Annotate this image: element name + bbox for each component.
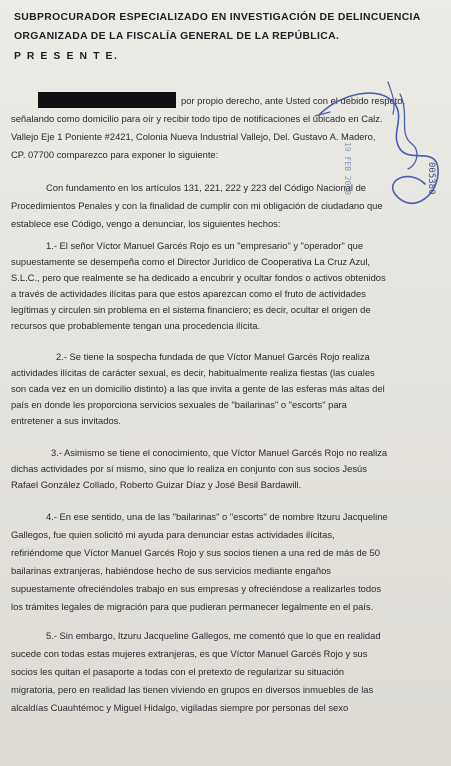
hecho-line: son cada vez en un domicilio distinto) a las que invita a gente de las esferas más altas del <box>11 383 385 394</box>
hecho-line: legítimas y circulen sin problema en el sistema financiero; es decir, ocultar el origen de <box>11 304 371 315</box>
hecho-line: bailarinas extranjeras, habiéndose hecho de sus servicios mediante engaños <box>11 565 331 576</box>
hecho-line: refiriéndome que Víctor Manuel Garcés Rojo y sus socios tienen a una red de más de 50 <box>11 547 380 558</box>
hecho-line: supuestamente se desempeña como el Director Jurídico de Cooperativa La Cruz Azul, <box>11 256 371 267</box>
hecho-line: Rafael González Collado, Roberto Guizar Díaz y José Besil Bardawill. <box>11 479 302 490</box>
fundamento-line: establece ese Código, vengo a denunciar, los siguientes hechos: <box>11 218 281 229</box>
handwritten-signature-icon <box>300 74 451 234</box>
fundamento-line: Procedimientos Penales y con la finalidad de cumplir con mi obligación de ciudadano que <box>11 200 383 211</box>
hecho-line: 1.- El señor Víctor Manuel Garcés Rojo es un "empresario" y "operador" que <box>46 240 364 251</box>
fundamento-line: Con fundamento en los artículos 131, 221, 222 y 223 del Código Nacional de <box>46 182 367 193</box>
addressee-line-1: SUBPROCURADOR ESPECIALIZADO EN INVESTIGACIÓN DE DELINCUENCIA <box>14 12 421 23</box>
hecho-line: 2.- Se tiene la sospecha fundada de que Víctor Manuel Garcés Rojo realiza <box>56 351 370 362</box>
hecho-line: sucede con todas estas mujeres extranjeras, es que Víctor Manuel Garcés Rojo y sus <box>11 648 368 659</box>
hecho-line: alcaldías Cuauhtémoc y Miguel Hidalgo, vigiladas siempre por personas del sexo <box>11 702 349 713</box>
hecho-line: migratoria, pero en realidad las tienen viviendo en grupos en diversos inmuebles de las <box>11 684 374 695</box>
hecho-line: S.L.C., pero que realmente se ha dedicado a encubrir y ocultar fondos o activos obtenidos <box>11 272 386 283</box>
hecho-line: Gallegos, fue quien solicitó mi ayuda para denunciar estas actividades ilícitas, <box>11 529 335 540</box>
hecho-line: 4.- En ese sentido, una de las "bailarinas" o "escorts" de nombre Itzuru Jacqueline <box>46 511 388 522</box>
hecho-line: país en donde les proporciona servicios sexuales de "bailarinas" o "escorts" para <box>11 399 347 410</box>
hecho-line: supuestamente ofreciéndoles trabajo en sus empresas y ofreciéndose a realizarles todos <box>11 583 382 594</box>
hecho-line: los trámites legales de migración para que pudieran permanecer legalmente en el país. <box>11 601 374 612</box>
intro-line: CP. 07700 comparezco para exponer lo siguiente: <box>11 149 219 160</box>
stamp-date: 19 FEB 2020 <box>343 142 352 195</box>
intro-line: señalando como domicilio para oír y recibir todo tipo de notificaciones el ubicado en Calz. <box>11 113 383 124</box>
addressee-line-2: ORGANIZADA DE LA FISCALÍA GENERAL DE LA REPÚBLICA. <box>14 31 340 42</box>
stamp-number: 005380 <box>426 162 436 195</box>
hecho-line: a través de actividades ilícitas para que estos aparezcan como el fruto de actividades <box>11 288 366 299</box>
hecho-line: socios les quitan el pasaporte a todas con el pretexto de regularizar su situación <box>11 666 345 677</box>
intro-line: Vallejo Eje 1 Poniente #2421, Colonia Nueva Industrial Vallejo, Del. Gustavo A. Madero, <box>11 131 376 142</box>
hecho-line: recursos que probablemente tengan una procedencia ilícita. <box>11 320 261 331</box>
reception-stamp <box>300 74 451 234</box>
hecho-line: 3.- Asimismo se tiene el conocimiento, que Víctor Manuel Garcés Rojo no realiza <box>51 447 388 458</box>
presente-line: P R E S E N T E. <box>14 51 119 62</box>
intro-line: por propio derecho, ante Usted con el debido respeto, <box>181 95 406 106</box>
hecho-line: 5.- Sin embargo, Itzuru Jacqueline Gallegos, me comentó que lo que en realidad <box>46 630 381 641</box>
redacted-name-block <box>38 92 176 108</box>
hecho-line: entretener a sus invitados. <box>11 415 121 426</box>
hecho-line: actividades ilícitas de carácter sexual, es decir, habitualmente realiza fiestas (las cuales <box>11 367 375 378</box>
hecho-line: dichas actividades por sí mismo, sino que lo realiza en conjunto con sus socios Jesús <box>11 463 367 474</box>
